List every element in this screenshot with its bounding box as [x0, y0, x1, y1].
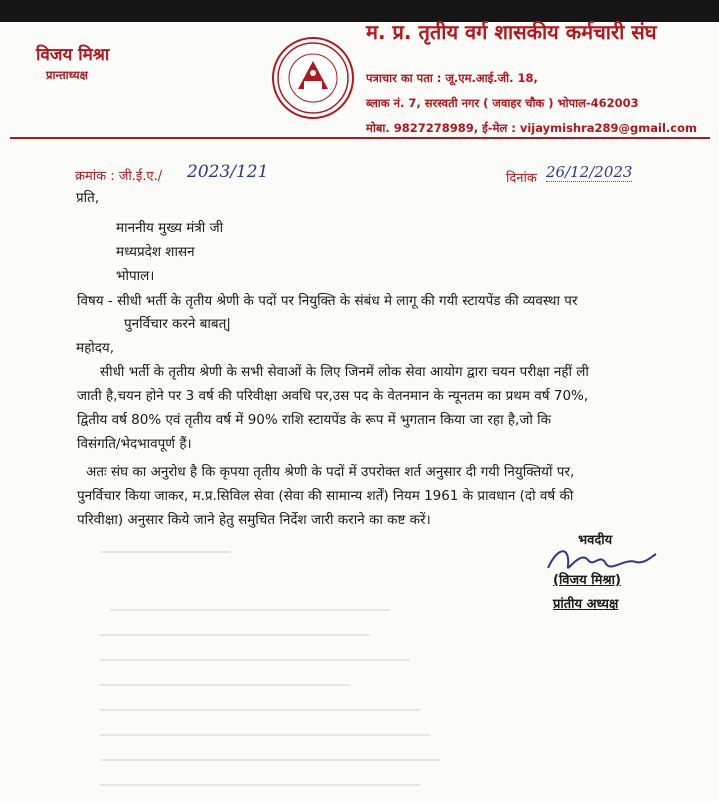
recipient-line-2: मध्यप्रदेश शासन	[116, 244, 195, 260]
para1-line-1: सीधी भर्ती के तृतीय श्रेणी के सभी सेवाओं के लिए जिनमें लोक सेवा आयोग द्वारा चयन परीक्षा नहीं ली	[100, 364, 589, 380]
signatory-title: प्रांतीय अध्यक्ष	[553, 597, 619, 612]
date-label: दिनांक	[506, 171, 537, 186]
date-handwritten: 26/12/2023	[546, 163, 633, 181]
para1-line-3: द्वितीय वर्ष 80% एवं तृतीय वर्ष में 90% राशि स्टायपेंड के रूप में भुगतान किया जा रहा है,जो कि	[77, 412, 551, 428]
closing: भवदीय	[578, 533, 613, 548]
bleed-through-texture	[90, 540, 450, 795]
sender-title: प्रान्ताध्यक्ष	[46, 68, 88, 82]
letterhead-divider	[10, 137, 710, 139]
sender-name: विजय मिश्रा	[36, 45, 110, 65]
ref-label: क्रमांक : जी.ई.ए./	[75, 169, 163, 184]
para1-line-4: विसंगति/भेदभावपूर्ण हैं।	[77, 436, 192, 452]
signatory-name: (विजय मिश्रा)	[553, 573, 621, 588]
address-line-1: पत्राचार का पता : जू.एम.आई.जी. 18,	[366, 71, 538, 85]
para1-line-2: जाती है,चयन होने पर 3 वर्ष की परिवीक्षा अवधि पर,उस पद के वेतनमान के न्यूनतम का प्रथम वर्ष 70%,	[77, 388, 589, 404]
contact-line: मोबा. 9827278989, ई-मेल : vijaymishra289@gmail.com	[366, 121, 701, 136]
prati: प्रति,	[76, 190, 100, 206]
recipient-line-3: भोपाल।	[116, 268, 155, 284]
recipient-line-1: माननीय मुख्य मंत्री जी	[116, 220, 224, 236]
organization-seal	[272, 37, 354, 119]
para2-line-3: परिवीक्षा) अनुसार किये जाने हेतु समुचित निर्देश जारी कराने का कष्ट करें।	[77, 512, 431, 528]
subject-line-2: पुनर्विचार करने बाबत्|	[124, 316, 231, 332]
org-name: म. प्र. तृतीय वर्ग शासकीय कर्मचारी संघ	[366, 20, 657, 44]
subject-line-1: विषय - सीधी भर्ती के तृतीय श्रेणी के पदों पर नियुक्ति के संबंध मे लागू की गयी स्टायपेंड की व्यवस्था पर	[77, 293, 578, 309]
address-line-2: ब्लाक नं. 7, सरस्वती नगर ( जवाहर चौक ) भोपाल-462003	[366, 96, 639, 110]
ref-number-handwritten: 2023/121	[187, 162, 269, 182]
salutation: महोदय,	[76, 340, 115, 356]
para2-line-1: अतः संघ का अनुरोध है कि कृपया तृतीय श्रेणी के पदों में उपरोक्त शर्त अनुसार दी गयी नियुक्तियों पर,	[86, 464, 575, 480]
para2-line-2: पुनर्विचार किया जाकर, म.प्र.सिविल सेवा (सेवा की सामान्य शर्तें) नियम 1961 के प्रावधान (दो वर्ष की	[77, 488, 574, 504]
